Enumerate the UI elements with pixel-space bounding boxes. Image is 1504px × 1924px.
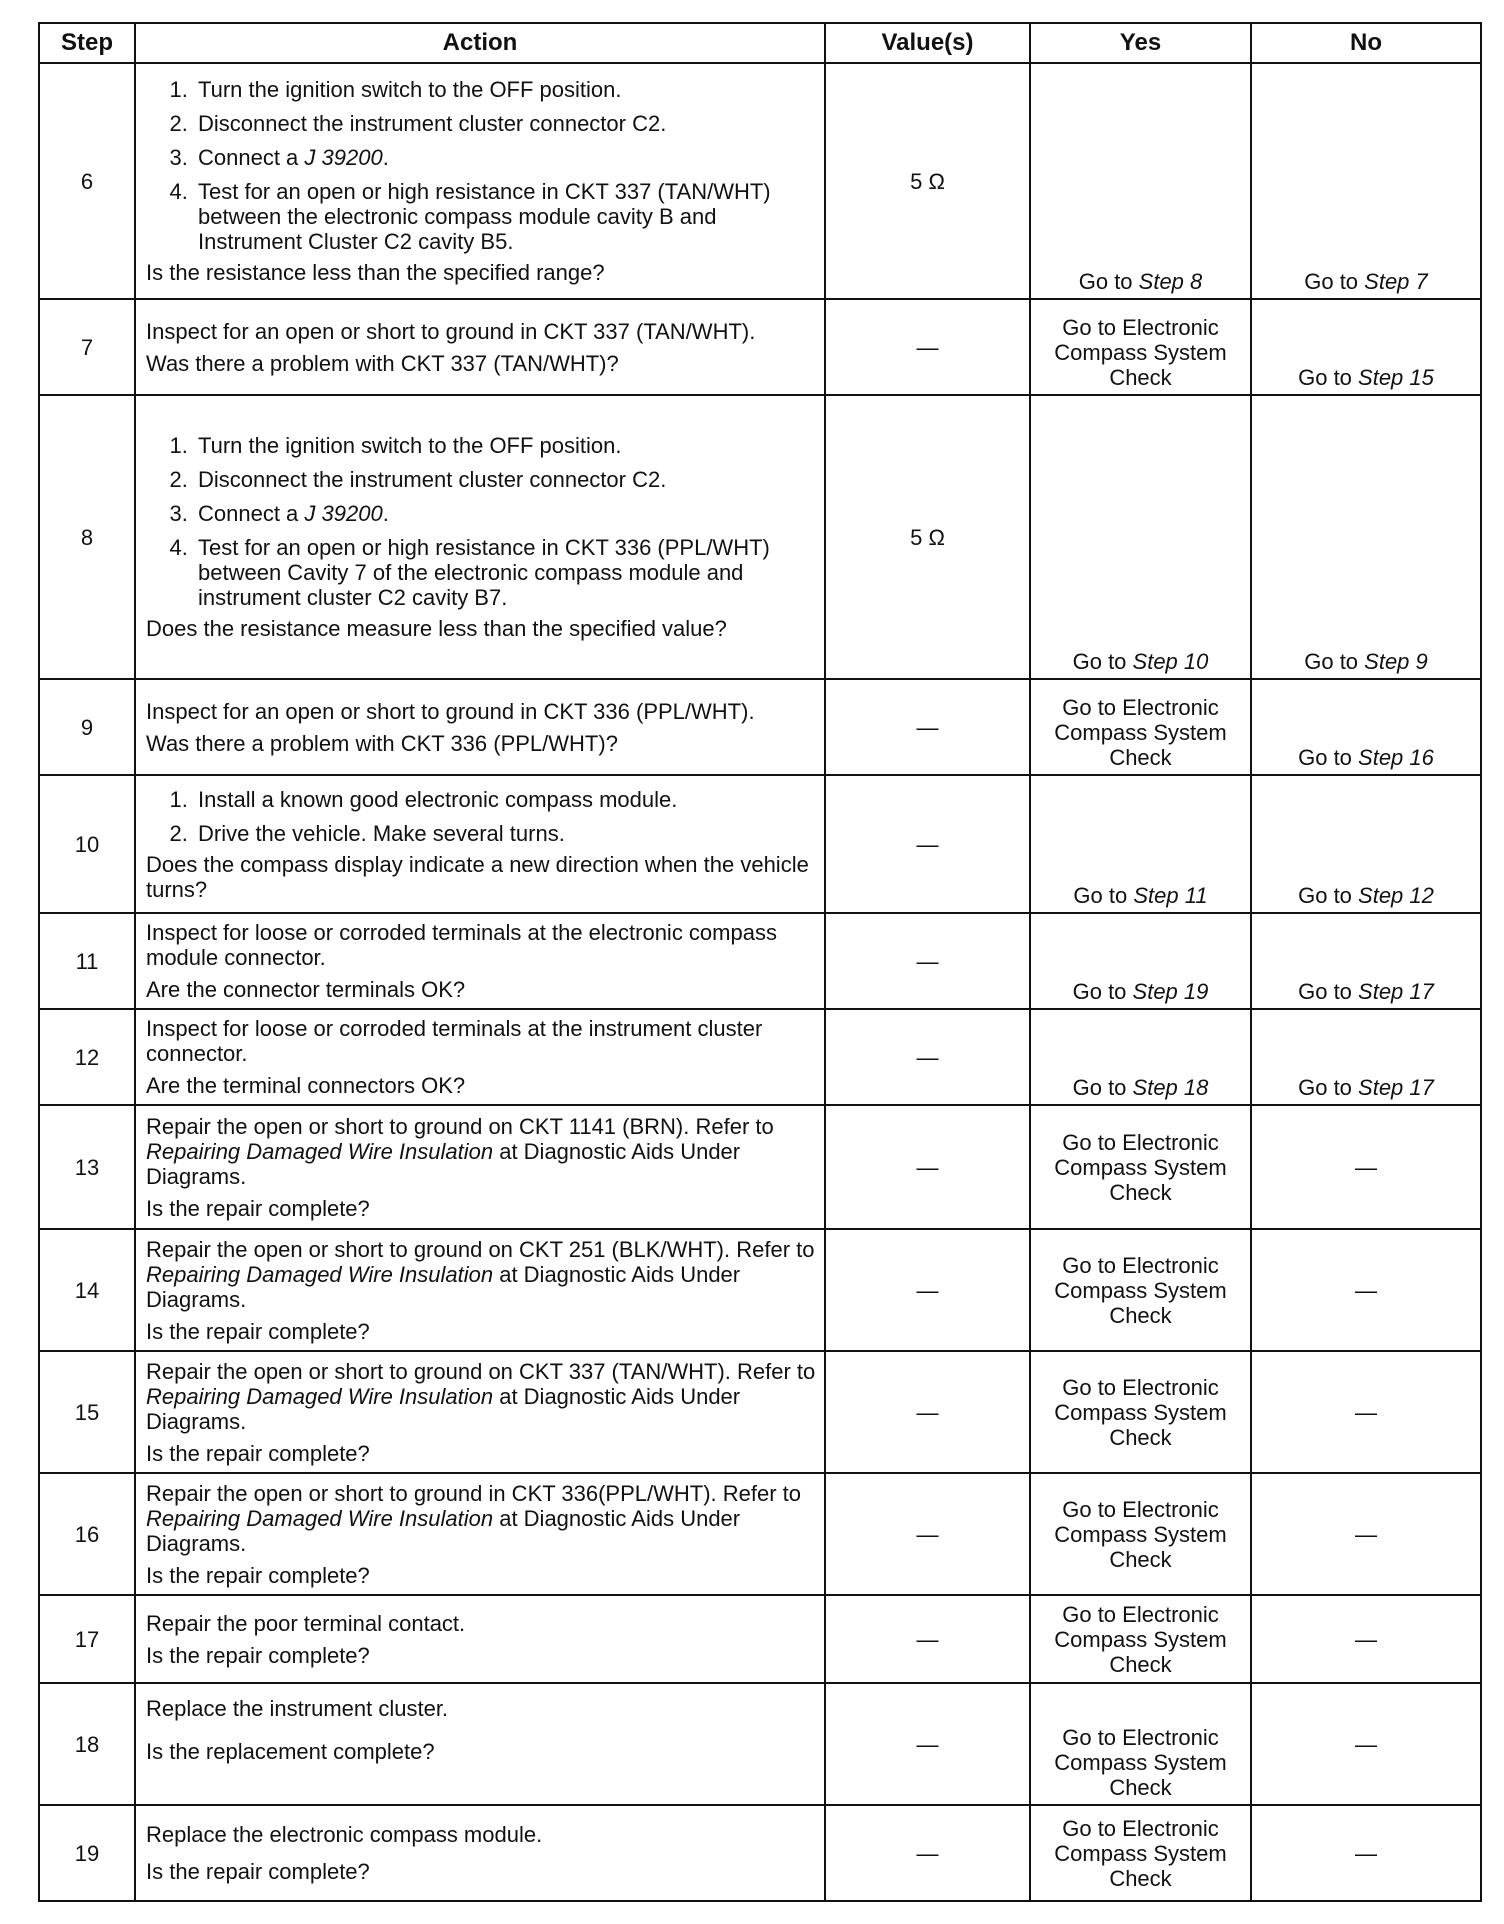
action-text: Inspect for an open or short to ground in CKT 336 (PPL/WHT). bbox=[146, 698, 755, 724]
step-number: 12 bbox=[39, 1009, 135, 1105]
no-cell: — bbox=[1251, 1805, 1481, 1901]
step-number: 8 bbox=[39, 395, 135, 679]
question: Are the connector terminals OK? bbox=[146, 977, 466, 1002]
action-cell bbox=[135, 395, 825, 679]
table-row bbox=[39, 775, 1481, 913]
action-list bbox=[146, 433, 818, 610]
no-cell: — bbox=[1251, 1473, 1481, 1595]
value-cell: — bbox=[825, 1105, 1030, 1229]
action-text: Replace the electronic compass module. bbox=[146, 1822, 543, 1847]
yes-cell: Go to Electronic Compass System Check bbox=[1030, 1473, 1251, 1595]
step-number: 15 bbox=[39, 1351, 135, 1473]
no-cell: — bbox=[1251, 1229, 1481, 1351]
list-item: 1. Turn the ignition switch to the OFF position. bbox=[194, 77, 818, 102]
yes-cell: Go to Step 11 bbox=[1030, 775, 1251, 913]
value-cell: 5 Ω bbox=[825, 395, 1030, 679]
list-item: 1. Turn the ignition switch to the OFF position. bbox=[194, 433, 818, 458]
value-cell: — bbox=[825, 1473, 1030, 1595]
action-cell bbox=[135, 1473, 825, 1595]
table-row bbox=[39, 1683, 1481, 1805]
step-number: 13 bbox=[39, 1105, 135, 1229]
action-cell bbox=[135, 299, 825, 395]
action-list bbox=[146, 77, 818, 254]
yes-cell: Go to Electronic Compass System Check bbox=[1030, 1229, 1251, 1351]
list-item: 3. Connect a J 39200. bbox=[194, 501, 818, 526]
action-cell bbox=[135, 775, 825, 913]
action-cell bbox=[135, 1009, 825, 1105]
question: Was there a problem with CKT 337 (TAN/WHT)? bbox=[146, 350, 619, 376]
step-number: 14 bbox=[39, 1229, 135, 1351]
step-number: 16 bbox=[39, 1473, 135, 1595]
no-cell: — bbox=[1251, 1683, 1481, 1805]
value-cell: — bbox=[825, 775, 1030, 913]
question: Does the resistance measure less than the specified value? bbox=[146, 616, 727, 641]
yes-cell: Go to Electronic Compass System Check bbox=[1030, 1805, 1251, 1901]
value-cell: — bbox=[825, 1351, 1030, 1473]
header-step: Step bbox=[39, 23, 135, 63]
yes-cell: Go to Electronic Compass System Check bbox=[1030, 1683, 1251, 1805]
step-number: 19 bbox=[39, 1805, 135, 1901]
value-cell: — bbox=[825, 913, 1030, 1009]
question: Is the repair complete? bbox=[146, 1195, 370, 1221]
list-item: 3. Connect a J 39200. bbox=[194, 145, 818, 170]
yes-cell: Go to Electronic Compass System Check bbox=[1030, 679, 1251, 775]
action-text: Repair the poor terminal contact. bbox=[146, 1610, 466, 1636]
diagnostic-table bbox=[38, 22, 1482, 1902]
step-number: 9 bbox=[39, 679, 135, 775]
header-values: Value(s) bbox=[825, 23, 1030, 63]
question: Is the repair complete? bbox=[146, 1642, 370, 1668]
yes-cell: Go to Step 19 bbox=[1030, 913, 1251, 1009]
action-text: Replace the instrument cluster. bbox=[146, 1696, 449, 1721]
action-text: Inspect for loose or corroded terminals at the electronic compass module connector. bbox=[146, 920, 777, 970]
no-cell: — bbox=[1251, 1595, 1481, 1683]
list-item: 2. Disconnect the instrument cluster connector C2. bbox=[194, 111, 818, 136]
value-cell: — bbox=[825, 1009, 1030, 1105]
action-cell bbox=[135, 1595, 825, 1683]
action-cell bbox=[135, 1105, 825, 1229]
table-row bbox=[39, 1351, 1481, 1473]
value-cell: — bbox=[825, 1229, 1030, 1351]
table-row bbox=[39, 299, 1481, 395]
action-cell bbox=[135, 63, 825, 299]
step-number: 17 bbox=[39, 1595, 135, 1683]
no-cell: — bbox=[1251, 1105, 1481, 1229]
step-number: 6 bbox=[39, 63, 135, 299]
action-text: Repair the open or short to ground in CKT 336(PPL/WHT). Refer to Repairing Damaged Wire Insulation at Diagnostic Aids Under Diagrams. bbox=[146, 1480, 802, 1556]
question: Was there a problem with CKT 336 (PPL/WHT)? bbox=[146, 730, 618, 756]
table-row bbox=[39, 1595, 1481, 1683]
list-item: 2. Drive the vehicle. Make several turns. bbox=[194, 821, 818, 846]
table-row bbox=[39, 1009, 1481, 1105]
step-number: 10 bbox=[39, 775, 135, 913]
no-cell: Go to Step 12 bbox=[1251, 775, 1481, 913]
yes-cell: Go to Electronic Compass System Check bbox=[1030, 1105, 1251, 1229]
yes-cell: Go to Electronic Compass System Check bbox=[1030, 1595, 1251, 1683]
question: Is the resistance less than the specified range? bbox=[146, 260, 605, 285]
no-cell: Go to Step 17 bbox=[1251, 1009, 1481, 1105]
action-text: Repair the open or short to ground on CKT 337 (TAN/WHT). Refer to Repairing Damaged Wire Insulation at Diagnostic Aids Under Diagrams. bbox=[146, 1358, 816, 1434]
value-cell: — bbox=[825, 1595, 1030, 1683]
yes-cell: Go to Step 18 bbox=[1030, 1009, 1251, 1105]
action-text: Inspect for an open or short to ground in CKT 337 (TAN/WHT). bbox=[146, 318, 756, 344]
step-number: 11 bbox=[39, 913, 135, 1009]
table-row bbox=[39, 1105, 1481, 1229]
value-cell: — bbox=[825, 679, 1030, 775]
question: Are the terminal connectors OK? bbox=[146, 1073, 466, 1098]
no-cell: Go to Step 16 bbox=[1251, 679, 1481, 775]
no-cell: Go to Step 17 bbox=[1251, 913, 1481, 1009]
question: Does the compass display indicate a new direction when the vehicle turns? bbox=[146, 851, 809, 902]
no-cell: — bbox=[1251, 1351, 1481, 1473]
action-cell bbox=[135, 1805, 825, 1901]
action-text: Repair the open or short to ground on CKT 1141 (BRN). Refer to Repairing Damaged Wire Insulation at Diagnostic Aids Under Diagrams. bbox=[146, 1113, 774, 1189]
yes-cell: Go to Electronic Compass System Check bbox=[1030, 299, 1251, 395]
action-cell bbox=[135, 913, 825, 1009]
question: Is the repair complete? bbox=[146, 1318, 370, 1344]
value-cell: — bbox=[825, 1683, 1030, 1805]
table-row bbox=[39, 1473, 1481, 1595]
action-text: Inspect for loose or corroded terminals at the instrument cluster connector. bbox=[146, 1016, 763, 1066]
value-cell: — bbox=[825, 1805, 1030, 1901]
list-item: 2. Disconnect the instrument cluster connector C2. bbox=[194, 467, 818, 492]
action-text: Repair the open or short to ground on CKT 251 (BLK/WHT). Refer to Repairing Damaged Wire Insulation at Diagnostic Aids Under Diagrams. bbox=[146, 1236, 815, 1312]
header-no: No bbox=[1251, 23, 1481, 63]
header-yes: Yes bbox=[1030, 23, 1251, 63]
no-cell: Go to Step 15 bbox=[1251, 299, 1481, 395]
header-action: Action bbox=[135, 23, 825, 63]
list-item: 4. Test for an open or high resistance in CKT 336 (PPL/WHT) between Cavity 7 of the electronic compass module and instrument cluster C2 cavity B7. bbox=[194, 535, 818, 610]
action-list bbox=[146, 787, 818, 846]
yes-cell: Go to Step 8 bbox=[1030, 63, 1251, 299]
value-cell: — bbox=[825, 299, 1030, 395]
yes-cell: Go to Electronic Compass System Check bbox=[1030, 1351, 1251, 1473]
list-item: 1. Install a known good electronic compass module. bbox=[194, 787, 818, 812]
question: Is the replacement complete? bbox=[146, 1739, 435, 1764]
yes-cell: Go to Step 10 bbox=[1030, 395, 1251, 679]
value-cell: 5 Ω bbox=[825, 63, 1030, 299]
question: Is the repair complete? bbox=[146, 1562, 370, 1588]
list-item: 4. Test for an open or high resistance in CKT 337 (TAN/WHT) between the electronic compass module cavity B and Instrument Cluster C2 cavity B5. bbox=[194, 179, 818, 254]
no-cell: Go to Step 9 bbox=[1251, 395, 1481, 679]
step-number: 18 bbox=[39, 1683, 135, 1805]
action-cell bbox=[135, 1351, 825, 1473]
step-number: 7 bbox=[39, 299, 135, 395]
action-cell bbox=[135, 1683, 825, 1805]
table-row bbox=[39, 1229, 1481, 1351]
table-row bbox=[39, 679, 1481, 775]
action-cell bbox=[135, 679, 825, 775]
action-cell bbox=[135, 1229, 825, 1351]
no-cell: Go to Step 7 bbox=[1251, 63, 1481, 299]
question: Is the repair complete? bbox=[146, 1440, 370, 1466]
question: Is the repair complete? bbox=[146, 1859, 370, 1884]
table-row bbox=[39, 395, 1481, 679]
table-row bbox=[39, 1805, 1481, 1901]
table-row bbox=[39, 913, 1481, 1009]
header-row bbox=[39, 23, 1481, 63]
table-row bbox=[39, 63, 1481, 299]
